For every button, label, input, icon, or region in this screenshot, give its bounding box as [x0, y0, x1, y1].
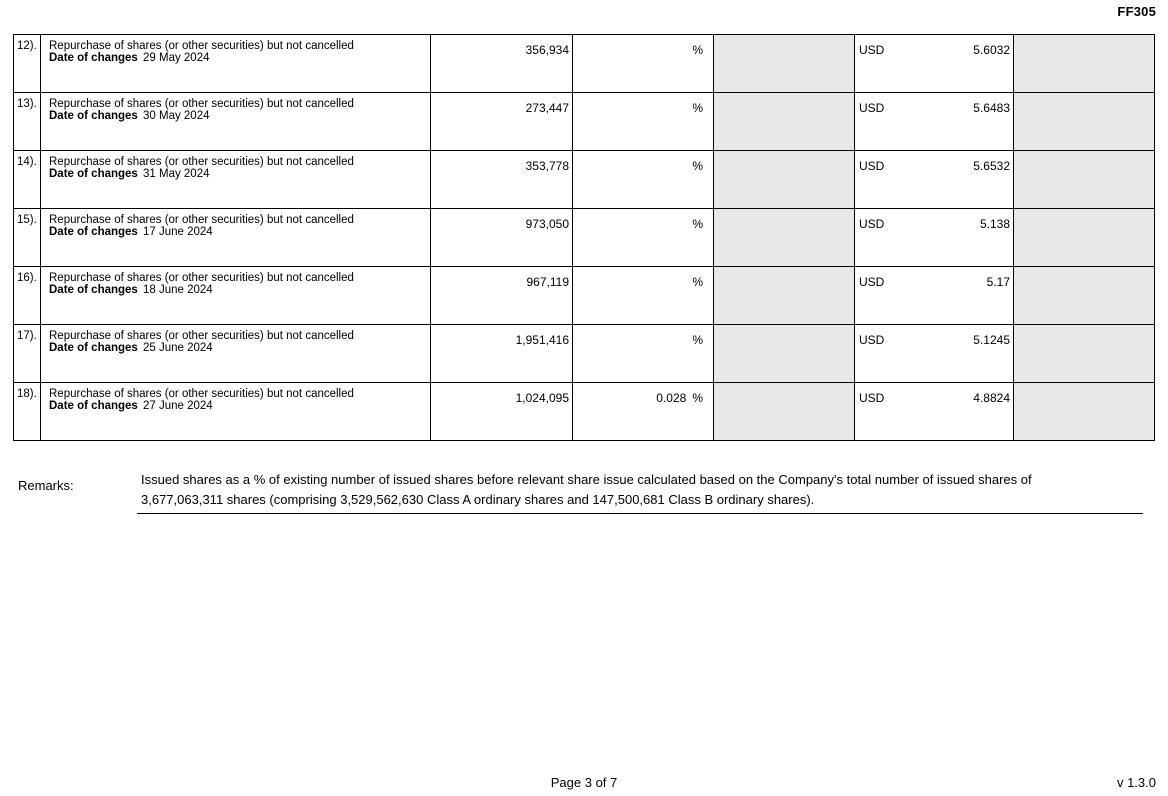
row-price: 5.1245 — [973, 333, 1010, 347]
row-quantity: 967,119 — [526, 275, 569, 289]
date-of-changes-label: Date of changes — [49, 51, 138, 64]
percent-symbol: % — [692, 43, 703, 57]
table-row — [14, 325, 1155, 383]
row-blank-cell-2 — [1014, 383, 1155, 441]
footer-page-number: Page 3 of 7 — [550, 775, 618, 790]
row-description-cell — [41, 267, 431, 325]
row-percent-cell — [573, 151, 714, 209]
percent-symbol: % — [692, 391, 703, 405]
date-of-changes-value: 17 June 2024 — [143, 225, 213, 238]
row-blank-cell-1 — [714, 383, 855, 441]
row-quantity-cell — [431, 151, 573, 209]
row-blank-cell-2 — [1014, 325, 1155, 383]
row-percent-value: 0.028 — [656, 391, 687, 405]
row-currency-code: USD — [859, 275, 885, 289]
row-percent-cell — [573, 209, 714, 267]
row-percent-cell — [573, 383, 714, 441]
row-blank-cell-2 — [1014, 151, 1155, 209]
row-blank-cell-2 — [1014, 267, 1155, 325]
row-blank-cell-2 — [1014, 35, 1155, 93]
row-description: Repurchase of shares (or other securities) but not cancelled — [49, 156, 354, 168]
row-number-cell — [14, 151, 41, 209]
row-description: Repurchase of shares (or other securities) but not cancelled — [49, 388, 354, 400]
remarks-label: Remarks: — [18, 478, 74, 493]
row-number: 17). — [17, 330, 37, 342]
row-blank-cell-1 — [714, 35, 855, 93]
row-percent-cell — [573, 93, 714, 151]
row-blank-cell-1 — [714, 93, 855, 151]
row-quantity: 273,447 — [525, 101, 569, 115]
remarks-line-2: 3,677,063,311 shares (comprising 3,529,562,630 Class A ordinary shares and 147,500,681 Class B ordinary shares). — [141, 492, 815, 507]
row-number-cell — [14, 383, 41, 441]
table-row — [14, 267, 1155, 325]
percent-symbol: % — [692, 217, 703, 231]
row-currency-code: USD — [859, 101, 885, 115]
row-description: Repurchase of shares (or other securities) but not cancelled — [49, 272, 354, 284]
row-quantity: 1,951,416 — [515, 333, 569, 347]
row-currency-cell — [855, 383, 1014, 441]
row-blank-cell-1 — [714, 267, 855, 325]
row-quantity-cell — [431, 209, 573, 267]
date-of-changes-label: Date of changes — [49, 399, 138, 412]
date-of-changes-value: 31 May 2024 — [143, 167, 210, 180]
table-body — [14, 35, 1155, 441]
date-of-changes-value: 25 June 2024 — [143, 341, 213, 354]
row-number: 18). — [17, 388, 37, 400]
row-blank-cell-1 — [714, 151, 855, 209]
row-price: 5.138 — [979, 217, 1010, 231]
row-percent-cell — [573, 35, 714, 93]
row-quantity-cell — [431, 93, 573, 151]
row-quantity-cell — [431, 267, 573, 325]
row-price: 5.6483 — [973, 101, 1010, 115]
row-quantity-cell — [431, 35, 573, 93]
row-number: 15). — [17, 214, 37, 226]
footer-version: v 1.3.0 — [1116, 775, 1156, 790]
percent-symbol: % — [692, 333, 703, 347]
row-price: 5.17 — [986, 275, 1010, 289]
row-quantity: 1,024,095 — [515, 391, 569, 405]
percent-symbol: % — [692, 275, 703, 289]
date-of-changes-label: Date of changes — [49, 225, 138, 238]
row-description: Repurchase of shares (or other securities) but not cancelled — [49, 40, 354, 52]
row-number: 13). — [17, 98, 37, 110]
row-description-cell — [41, 151, 431, 209]
row-description-cell — [41, 383, 431, 441]
row-blank-cell-2 — [1014, 209, 1155, 267]
table-row — [14, 151, 1155, 209]
row-number-cell — [14, 35, 41, 93]
share-changes-table — [13, 34, 1155, 441]
date-of-changes-label: Date of changes — [49, 341, 138, 354]
date-of-changes-label: Date of changes — [49, 283, 138, 296]
row-blank-cell-1 — [714, 209, 855, 267]
row-currency-code: USD — [859, 43, 885, 57]
row-currency-code: USD — [859, 159, 885, 173]
row-price: 5.6532 — [973, 159, 1010, 173]
row-percent-cell — [573, 325, 714, 383]
row-quantity-cell — [431, 383, 573, 441]
row-price: 5.6032 — [973, 43, 1010, 57]
row-quantity: 973,050 — [525, 217, 569, 231]
row-currency-cell — [855, 267, 1014, 325]
percent-symbol: % — [692, 159, 703, 173]
row-currency-cell — [855, 209, 1014, 267]
row-currency-cell — [855, 35, 1014, 93]
row-number-cell — [14, 325, 41, 383]
date-of-changes-value: 27 June 2024 — [143, 399, 213, 412]
row-currency-code: USD — [859, 333, 885, 347]
row-number-cell — [14, 209, 41, 267]
date-of-changes-label: Date of changes — [49, 167, 138, 180]
row-number: 14). — [17, 156, 37, 168]
date-of-changes-label: Date of changes — [49, 109, 138, 122]
percent-symbol: % — [692, 101, 703, 115]
row-quantity-cell — [431, 325, 573, 383]
table-row — [14, 383, 1155, 441]
row-percent-cell — [573, 267, 714, 325]
remarks-line-1: Issued shares as a % of existing number of issued shares before relevant share issue calculated based on the Company's total number of issued shares of — [141, 472, 1032, 487]
row-number-cell — [14, 267, 41, 325]
row-blank-cell-2 — [1014, 93, 1155, 151]
row-description: Repurchase of shares (or other securities) but not cancelled — [49, 98, 354, 110]
date-of-changes-value: 18 June 2024 — [143, 283, 213, 296]
date-of-changes-value: 29 May 2024 — [143, 51, 210, 64]
row-number: 16). — [17, 272, 37, 284]
table-row — [14, 35, 1155, 93]
row-blank-cell-1 — [714, 325, 855, 383]
row-number-cell — [14, 93, 41, 151]
row-currency-cell — [855, 151, 1014, 209]
form-code: FF305 — [1117, 4, 1156, 19]
row-currency-cell — [855, 325, 1014, 383]
row-price: 4.8824 — [973, 391, 1010, 405]
row-description: Repurchase of shares (or other securities) but not cancelled — [49, 214, 354, 226]
row-description-cell — [41, 93, 431, 151]
remarks-text — [141, 470, 1141, 510]
row-currency-cell — [855, 93, 1014, 151]
row-description: Repurchase of shares (or other securities) but not cancelled — [49, 330, 354, 342]
remarks-underline — [137, 513, 1143, 514]
row-description-cell — [41, 325, 431, 383]
table-row — [14, 93, 1155, 151]
row-number: 12). — [17, 40, 37, 52]
row-quantity: 353,778 — [525, 159, 569, 173]
row-description-cell — [41, 35, 431, 93]
row-description-cell — [41, 209, 431, 267]
row-quantity: 356,934 — [525, 43, 569, 57]
date-of-changes-value: 30 May 2024 — [143, 109, 210, 122]
row-currency-code: USD — [859, 391, 885, 405]
row-currency-code: USD — [859, 217, 885, 231]
table-row — [14, 209, 1155, 267]
